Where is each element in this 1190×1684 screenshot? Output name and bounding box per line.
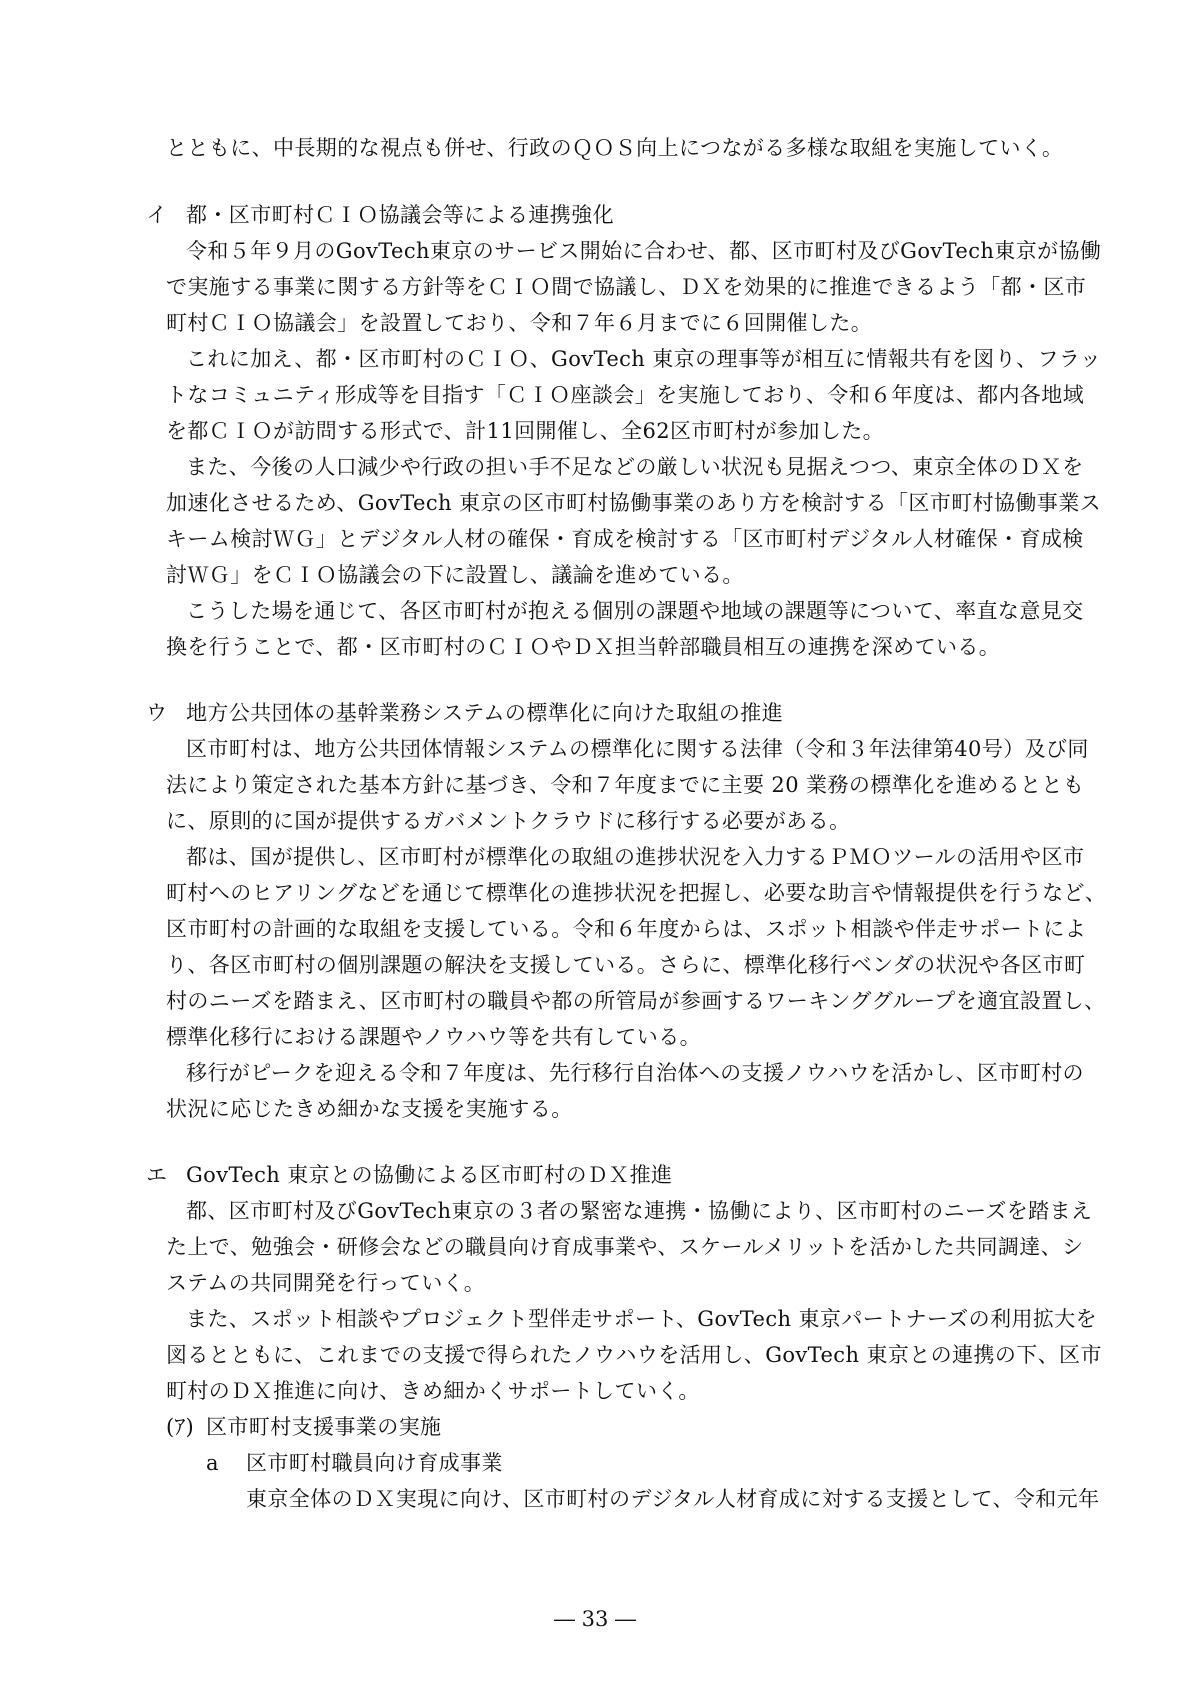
section-e-marker: エ xyxy=(146,1163,168,1187)
item-heading xyxy=(206,1448,503,1478)
subsection-heading-text: 区市町村支援事業の実施 xyxy=(206,1415,442,1439)
subsection-marker: (ｱ) xyxy=(166,1415,195,1439)
section-u-line: 区市町村は、地方公共団体情報システムの標準化に関する法律（令和３年法律第40号）及び同 xyxy=(186,737,1089,761)
section-i-line: 町村ＣＩＯ協議会」を設置しており、令和７年６月までに６回開催した。 xyxy=(166,311,873,335)
section-e-line: 図るとともに、これまでの支援で得られたノウハウを活用し、GovTech 東京との連携の下、区市 xyxy=(166,1343,1102,1367)
item-marker: a xyxy=(206,1451,219,1475)
section-u-line: り、各区市町村の個別課題の解決を支援している。さらに、標準化移行ベンダの状況や各区市町 xyxy=(166,953,1086,977)
section-i-line: 換を行うことで、都・区市町村のＣＩＯやＤＸ担当幹部職員相互の連携を深めている。 xyxy=(166,635,1001,659)
section-e-line: 町村のＤＸ推進に向け、きめ細かくサポートしていく。 xyxy=(166,1379,700,1403)
section-i-line: 加速化させるため、GovTech 東京の区市町村協働事業のあり方を検討する「区市町村協働事業ス xyxy=(166,491,1102,515)
section-e-line: ステムの共同開発を行っていく。 xyxy=(166,1271,486,1295)
intro-paragraph-line: とともに、中長期的な視点も併せ、行政のＱＯＳ向上につながる多様な取組を実施していく。 xyxy=(166,136,1064,160)
section-i-line: で実施する事業に関する方針等をＣＩＯ間で協議し、ＤＸを効果的に推進できるよう「都・区市 xyxy=(166,275,1087,299)
section-i-line: を都ＣＩＯが訪問する形式で、計11回開催し、全62区市町村が参加した。 xyxy=(166,419,885,443)
section-i-line: 討ＷＧ」をＣＩＯ協議会の下に設置し、議論を進めている。 xyxy=(166,563,744,587)
item-line: 東京全体のＤＸ実現に向け、区市町村のデジタル人材育成に対する支援として、令和元年 xyxy=(246,1487,1100,1511)
section-u-marker: ウ xyxy=(146,701,168,725)
section-e-heading-text: GovTech 東京との協働による区市町村のＤＸ推進 xyxy=(186,1163,673,1187)
section-i-marker: イ xyxy=(146,203,168,227)
section-i-line: キーム検討ＷＧ」とデジタル人材の確保・育成を検討する「区市町村デジタル人材確保・育成検 xyxy=(166,527,1084,551)
section-e-line: 都、区市町村及びGovTech東京の３者の緊密な連携・協働により、区市町村のニーズを踏まえ xyxy=(186,1199,1093,1223)
section-u-line: 町村へのヒアリングなどを通じて標準化の進捗状況を把握し、必要な助言や情報提供を行うなど、 xyxy=(166,881,1107,905)
section-e-line: た上で、勉強会・研修会などの職員向け育成事業や、スケールメリットを活かした共同調達、シ xyxy=(166,1235,1084,1259)
section-u-line: 村のニーズを踏まえ、区市町村の職員や都の所管局が参画するワーキンググループを適宜設置し、 xyxy=(166,989,1106,1013)
section-i-heading xyxy=(146,200,614,230)
section-u-line: に、原則的に国が提供するガバメントクラウドに移行する必要がある。 xyxy=(166,809,851,833)
section-u-line: 都は、国が提供し、区市町村が標準化の取組の進捗状況を入力するＰＭＯツールの活用や区市 xyxy=(186,845,1085,869)
section-i-line: こうした場を通じて、各区市町村が抱える個別の課題や地域の課題等について、率直な意見交 xyxy=(186,599,1084,623)
section-u-heading xyxy=(146,698,783,728)
section-e-heading xyxy=(146,1160,672,1190)
section-u-heading-text: 地方公共団体の基幹業務システムの標準化に向けた取組の推進 xyxy=(186,701,784,725)
section-i-line: また、今後の人口減少や行政の担い手不足などの厳しい状況も見据えつつ、東京全体のＤＸを xyxy=(186,455,1084,479)
section-u-line: 区市町村の計画的な取組を支援している。令和６年度からは、スポット相談や伴走サポートによ xyxy=(166,917,1087,941)
section-i-heading-text: 都・区市町村ＣＩＯ協議会等による連携強化 xyxy=(186,203,614,227)
section-u-line: 移行がピークを迎える令和７年度は、先行移行自治体への支援ノウハウを活かし、区市町村の xyxy=(186,1061,1084,1085)
subsection-heading xyxy=(166,1412,441,1442)
section-i-line: これに加え、都・区市町村のＣＩＯ、GovTech 東京の理事等が相互に情報共有を図り、フラッ xyxy=(186,347,1102,371)
item-heading-text: 区市町村職員向け育成事業 xyxy=(246,1451,503,1475)
section-e-line: また、スポット相談やプロジェクト型伴走サポート、GovTech 東京パートナーズの利用拡大を xyxy=(186,1307,1098,1331)
section-u-line: 法により策定された基本方針に基づき、令和７年度までに主要 20 業務の標準化を進めるととも xyxy=(166,773,1085,797)
section-i-line: 令和５年９月のGovTech東京のサービス開始に合わせ、都、区市町村及びGovTech東京が協働 xyxy=(186,239,1102,263)
section-u-line: 標準化移行における課題やノウハウ等を共有している。 xyxy=(166,1025,701,1049)
section-u-line: 状況に応じたきめ細かな支援を実施する。 xyxy=(166,1097,573,1121)
page-number: ― 33 ― xyxy=(553,1607,637,1631)
section-i-line: トなコミュニティ形成等を目指す「ＣＩＯ座談会」を実施しており、令和６年度は、都内各地域 xyxy=(166,383,1085,407)
